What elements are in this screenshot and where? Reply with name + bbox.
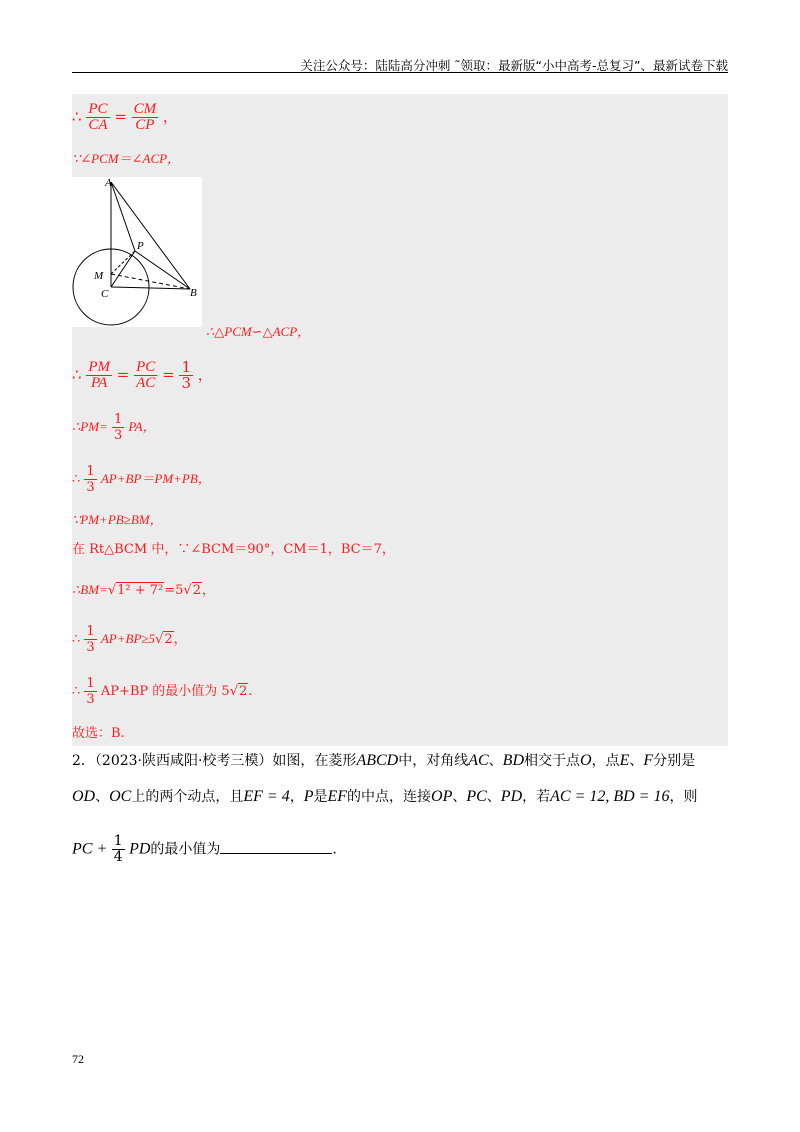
fraction: $\frac{1}{3}$ — [86, 624, 95, 655]
label-a: A — [105, 177, 112, 189]
fraction: $\frac{1}{3}$ — [86, 676, 95, 707]
solution-line-8: 在 Rt△BCM 中，∵∠BCM＝90°，CM＝1，BC＝7， — [72, 542, 395, 557]
solution-line-1: ∴ $\frac{PC}{CA}$ = $\frac{CM}{CP}$ ， — [72, 101, 178, 133]
label-b: B — [190, 287, 197, 299]
therefore-symbol: ∴ — [72, 107, 82, 126]
segment-ap — [111, 182, 135, 251]
circle-triangle-diagram — [72, 177, 202, 327]
solution-line-11: ∴ $\frac{1}{3}$ AP+BP 的最小值为 5√2. — [72, 676, 253, 707]
solution-line-12: 故选：B. — [72, 726, 125, 741]
solution-line-6: ∴ $\frac{1}{3}$ AP+BP＝PM+PB， — [72, 464, 211, 495]
solution-line-9: ∴BM=√1² + 7²=5√2， — [72, 582, 216, 598]
geometry-figure — [72, 177, 202, 327]
solution-line-10: ∴ $\frac{1}{3}$ AP+BP≥5√2， — [72, 624, 187, 655]
answer-blank[interactable] — [220, 840, 332, 854]
page-number: 72 — [72, 1052, 84, 1066]
problem-line-1: 2．（2023·陕西咸阳·校考三模）如图，在菱形ABCD中，对角线AC、BD相交于点O，点E、F分别是 — [72, 752, 696, 769]
fraction: $\frac{1}{3}$ — [113, 412, 123, 443]
segment-mb — [111, 274, 190, 289]
fraction: $\frac{1}{4}$ — [113, 833, 123, 865]
segment-cp — [111, 251, 135, 287]
segment-cb — [111, 287, 190, 289]
sqrt-sign: √ — [107, 583, 117, 598]
fraction: $\frac{1}{3}$ — [181, 358, 191, 392]
problem-line-2: OD、OC上的两个动点，且EF = 4，P是EF的中点，连接OP、PC、PD，若AC = 12, BD = 16，则 — [72, 788, 698, 805]
header-divider — [72, 72, 728, 73]
fraction: $\frac{CM}{CP}$ — [133, 101, 157, 133]
solution-line-4: ∴ $\frac{PM}{PA}$ = $\frac{PC}{AC}$ = $\frac{1}{3}$ ， — [72, 358, 213, 392]
fraction: $\frac{PM}{PA}$ — [88, 359, 110, 391]
segment-ab — [111, 182, 190, 289]
solution-line-5: ∴PM= $\frac{1}{3}$ PA， — [72, 412, 156, 443]
solution-box — [72, 94, 728, 746]
fraction: $\frac{1}{3}$ — [86, 464, 95, 495]
label-m: M — [94, 270, 104, 282]
label-p: P — [137, 240, 144, 252]
solution-line-3: ∴△PCM∽△ACP， — [206, 324, 311, 339]
page-header: 关注公众号：陆陆高分冲刺 ˜领取：最新版“小中高考-总复习”、最新试卷下载 — [300, 58, 728, 73]
fraction: $\frac{PC}{AC}$ — [136, 359, 156, 391]
solution-line-2: ∵∠PCM＝∠ACP， — [72, 151, 181, 166]
problem-line-3: PC + $\frac{1}{4}$ PD的最小值为 . — [72, 833, 337, 865]
solution-line-7: ∵PM+PB≥BM， — [72, 512, 163, 527]
fraction: $\frac{PC}{CA}$ — [88, 101, 108, 133]
label-c: C — [101, 288, 109, 300]
